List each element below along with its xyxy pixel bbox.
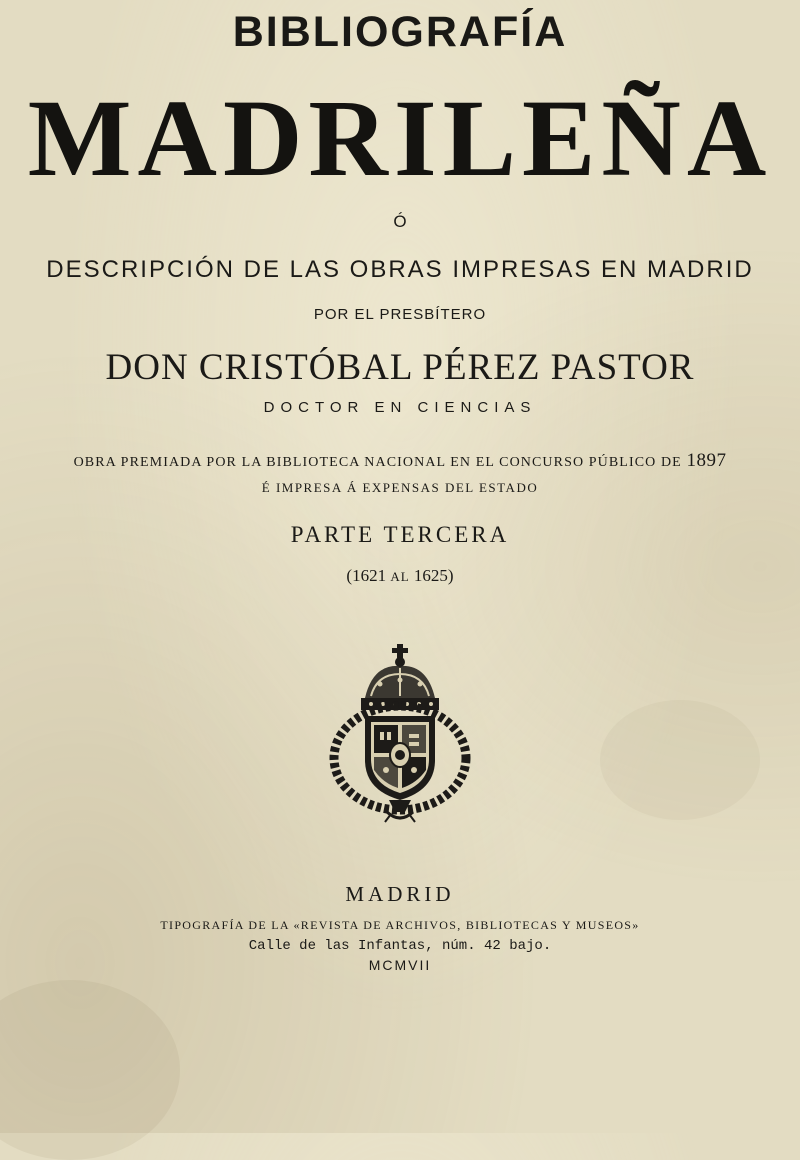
author-degree: DOCTOR EN CIENCIAS <box>263 399 537 416</box>
conjunction: Ó <box>393 212 407 231</box>
paper-stain <box>600 700 760 820</box>
by-line: POR EL PRESBÍTERO <box>313 306 487 323</box>
range-connector: AL <box>390 569 410 584</box>
imprint-printer: TIPOGRAFÍA DE LA «REVISTA DE ARCHIVOS, BIBLIOTECAS Y MUSEOS» <box>160 918 640 932</box>
royal-coat-of-arms-icon <box>325 640 475 825</box>
subtitle: DESCRIPCIÓN DE LAS OBRAS IMPRESAS EN MADRID <box>46 256 754 283</box>
range-start: (1621 <box>346 566 387 585</box>
title-line-2: MADRILEÑA <box>27 77 773 199</box>
title-line-1: BIBLIOGRAFÍA <box>232 8 568 56</box>
imprint-city: MADRID <box>345 882 455 906</box>
range-end: 1625) <box>413 566 454 585</box>
printing-statement: É IMPRESA Á EXPENSAS DEL ESTADO <box>261 480 539 495</box>
award-text: OBRA PREMIADA POR LA BIBLIOTECA NACIONAL EN EL CONCURSO PÚBLICO DE <box>73 455 682 470</box>
award-statement <box>0 450 800 472</box>
award-year: 1897 <box>686 450 727 471</box>
author-name: DON CRISTÓBAL PÉREZ PASTOR <box>105 347 695 388</box>
imprint-year: MCMVII <box>368 957 432 973</box>
paper-stain <box>0 980 180 1160</box>
imprint-address: Calle de las Infantas, núm. 42 bajo. <box>248 938 552 954</box>
volume-part: PARTE TERCERA <box>290 522 510 547</box>
year-range <box>0 566 800 586</box>
